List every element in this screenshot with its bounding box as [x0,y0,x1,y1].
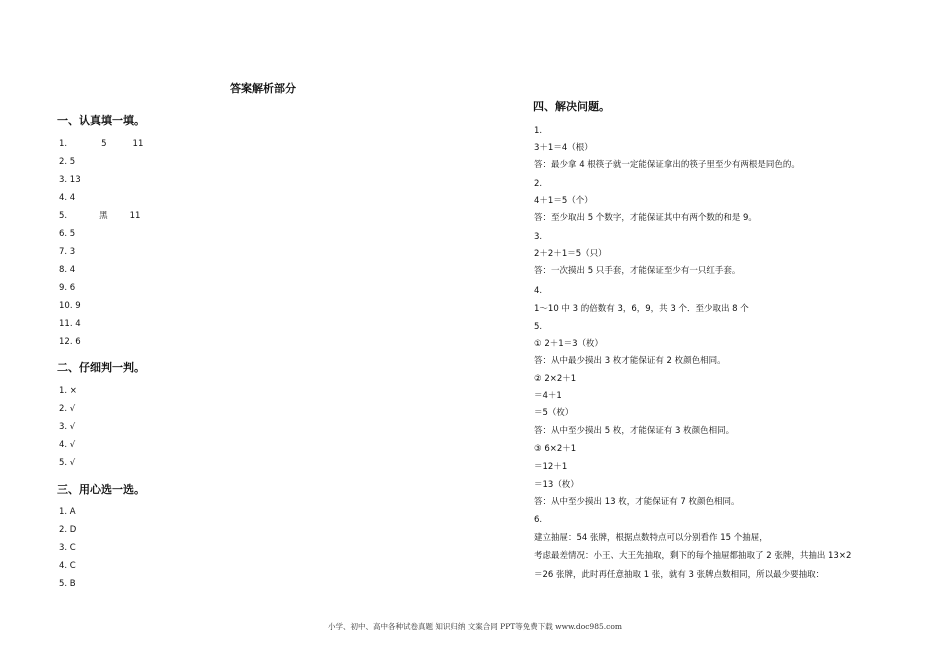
solution-line: 建立抽屉：54 张牌，根据点数特点可以分别看作 15 个抽屉， [534,533,768,543]
answer-line: 6. 5 [59,229,76,239]
solution-line: ② 2×2＋1 [534,374,577,384]
solution-line: ＝5（枚） [534,408,574,418]
answer-line: 1. 5 11 [59,139,144,149]
solution-line: 4＋1＝5（个） [534,196,593,206]
solution-line: 1～10 中 3 的倍数有 3，6，9，共 3 个．至少取出 8 个 [534,304,749,314]
solution-line: 3. [534,232,543,242]
page-footer: 小学、初中、高中各种试卷真题 知识归纳 文案合同 PPT等免费下载 www.doc985.com [328,622,622,631]
answer-line: 11. 4 [59,319,81,329]
answer-line: 8. 4 [59,265,76,275]
answer-line: 10. 9 [59,301,81,311]
solution-line: 3＋1＝4（根） [534,143,593,153]
solution-line: 答：从中最少摸出 3 枚才能保证有 2 枚颜色相同。 [534,356,726,366]
solution-line: 4. [534,286,543,296]
answer-line: 5. √ [59,458,76,468]
section-heading-fill: 一、认真填一填。 [57,114,145,127]
solution-line: 答：从中至少摸出 5 枚，才能保证有 3 枚颜色相同。 [534,426,735,436]
solution-line: 答：从中至少摸出 13 枚，才能保证有 7 枚颜色相同。 [534,497,740,507]
solution-line: 答：一次摸出 5 只手套，才能保证至少有一只红手套。 [534,266,741,276]
answer-line: 4. 4 [59,193,76,203]
section-heading-choose: 三、用心选一选。 [57,483,145,496]
section-heading-solve: 四、解决问题。 [533,100,610,113]
solution-line: 6. [534,515,543,525]
answer-line: 12. 6 [59,337,81,347]
solution-line: 答：至少取出 5 个数字，才能保证其中有两个数的和是 9。 [534,213,757,223]
answer-line: 1. × [59,386,77,396]
answer-line: 2. √ [59,404,76,414]
answer-line: 5. 黑 11 [59,211,141,221]
solution-line: 考虑最差情况：小王、大王先抽取，剩下的每个抽屉都抽取了 2 张牌，共抽出 13×2 [534,551,852,561]
solution-line: 1. [534,126,543,136]
solution-line: ＝26 张牌，此时再任意抽取 1 张，就有 3 张牌点数相同，所以最少要抽取： [534,570,825,580]
solution-line: ＝12＋1 [534,462,568,472]
answer-line: 4. C [59,561,76,571]
answer-line: 3. C [59,543,76,553]
answer-line: 2. D [59,525,77,535]
section-heading-judge: 二、仔细判一判。 [57,361,145,374]
page-title: 答案解析部分 [230,82,296,95]
answer-line: 3. 13 [59,175,81,185]
solution-line: ＝4＋1 [534,391,562,401]
solution-line: 5. [534,322,543,332]
solution-line: 2. [534,179,543,189]
solution-line: 2＋2＋1＝5（只） [534,249,607,259]
answer-line: 1. A [59,507,76,517]
answer-line: 5. B [59,579,76,589]
answer-line: 9. 6 [59,283,76,293]
solution-line: 答：最少拿 4 根筷子就一定能保证拿出的筷子里至少有两根是同色的。 [534,160,800,170]
answer-line: 2. 5 [59,157,76,167]
solution-line: ＝13（枚） [534,480,579,490]
solution-line: ③ 6×2＋1 [534,444,577,454]
answer-line: 4. √ [59,440,76,450]
answer-line: 3. √ [59,422,76,432]
answer-line: 7. 3 [59,247,76,257]
solution-line: ① 2＋1＝3（枚） [534,339,604,349]
